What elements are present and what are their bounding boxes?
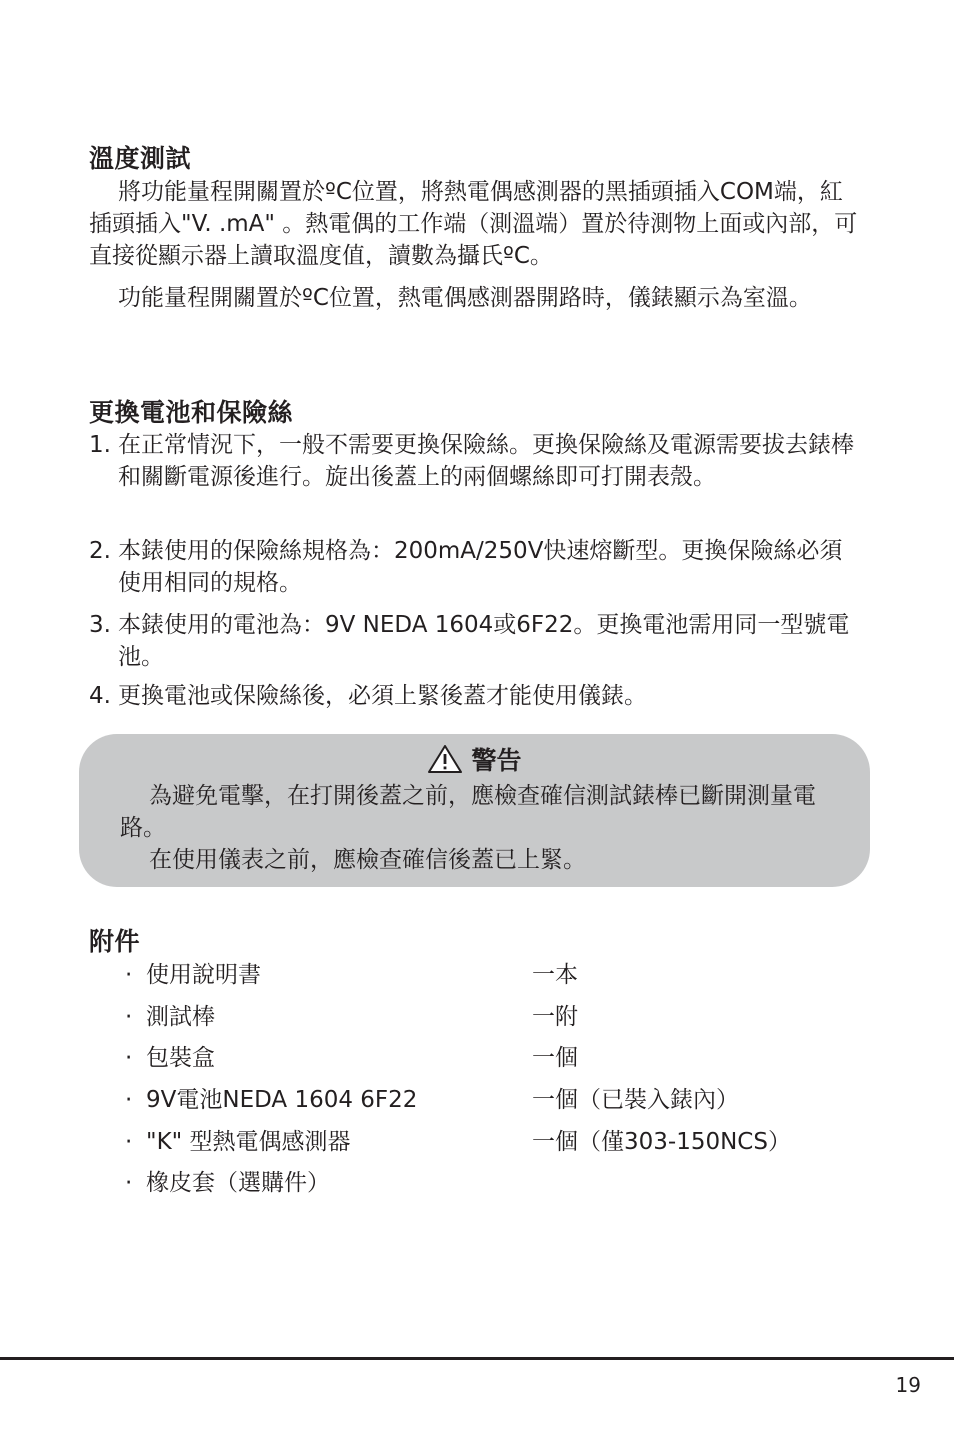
accessory-name: 9V電池NEDA 1604 6F22 xyxy=(146,1087,418,1113)
bullet: · xyxy=(125,1004,133,1030)
accessories-heading: 附件 xyxy=(89,927,141,956)
battery-item-1-number: 1. xyxy=(89,432,111,458)
accessory-quantity: 一本 xyxy=(532,962,578,988)
bullet: · xyxy=(125,1087,133,1113)
warning-title-text: 警告 xyxy=(471,746,522,775)
battery-item-2-number: 2. xyxy=(89,538,111,564)
warning-title xyxy=(79,744,870,777)
temp-test-paragraph-1: 將功能量程開關置於ºC位置，將熱電偶感測器的黑插頭插入COM端，紅插頭插入"V. .mA" 。熱電偶的工作端（測溫端）置於待測物上面或內部，可直接從顯示器上讀取溫度值，讀數為攝氏ºC。 xyxy=(89,179,858,269)
battery-item-4-text: 更換電池或保險絲後，必須上緊後蓋才能使用儀錶。 xyxy=(118,683,647,709)
accessory-quantity: 一附 xyxy=(532,1004,578,1030)
accessory-item xyxy=(125,959,885,991)
accessory-name: 使用說明書 xyxy=(146,962,261,988)
accessory-item xyxy=(125,1042,885,1074)
accessory-name: 橡皮套（選購件） xyxy=(146,1170,330,1196)
battery-item-1 xyxy=(89,429,859,493)
accessory-name: "K" 型熱電偶感測器 xyxy=(146,1129,351,1155)
temp-test-paragraph-2: 功能量程開關置於ºC位置，熱電偶感測器開路時，儀錶顯示為室溫。 xyxy=(118,285,812,311)
accessory-name: 包裝盒 xyxy=(146,1045,215,1071)
battery-item-1-text: 在正常情況下，一般不需要更換保險絲。更換保險絲及電源需要拔去錶棒和關斷電源後進行。旋出後蓋上的兩個螺絲即可打開表殼。 xyxy=(118,432,854,490)
warning-box xyxy=(79,734,870,887)
accessory-quantity: 一個（已裝入錶內） xyxy=(532,1087,739,1113)
battery-item-2 xyxy=(89,535,859,599)
bullet: · xyxy=(125,1170,133,1196)
warning-paragraph-1: 為避免電擊，在打開後蓋之前，應檢查確信測試錶棒已斷開測量電路。 xyxy=(120,783,816,841)
page-number: 19 xyxy=(895,1373,921,1397)
bullet: · xyxy=(125,1129,133,1155)
footer-divider xyxy=(0,1357,954,1360)
bullet: · xyxy=(125,1045,133,1071)
accessory-item xyxy=(125,1084,885,1116)
warning-triangle-icon xyxy=(427,744,463,774)
bullet: · xyxy=(125,962,133,988)
temp-test-heading: 溫度測試 xyxy=(89,144,192,173)
accessory-name: 測試棒 xyxy=(146,1004,215,1030)
accessory-item xyxy=(125,1167,885,1199)
accessory-item xyxy=(125,1126,885,1158)
accessory-quantity: 一個（僅303-150NCS） xyxy=(532,1129,791,1155)
battery-heading: 更換電池和保險絲 xyxy=(89,398,294,427)
accessory-quantity: 一個 xyxy=(532,1045,578,1071)
warning-paragraph-2: 在使用儀表之前，應檢查確信後蓋已上緊。 xyxy=(149,847,586,873)
battery-item-3 xyxy=(89,609,859,673)
battery-item-2-text: 本錶使用的保險絲規格為：200mA/250V快速熔斷型。更換保險絲必須使用相同的規格。 xyxy=(118,538,843,596)
accessory-item xyxy=(125,1001,885,1033)
battery-item-3-number: 3. xyxy=(89,612,111,638)
battery-item-4-number: 4. xyxy=(89,683,111,709)
battery-item-3-text: 本錶使用的電池為：9V NEDA 1604或6F22。更換電池需用同一型號電池。 xyxy=(118,612,850,670)
battery-item-4 xyxy=(89,680,859,712)
